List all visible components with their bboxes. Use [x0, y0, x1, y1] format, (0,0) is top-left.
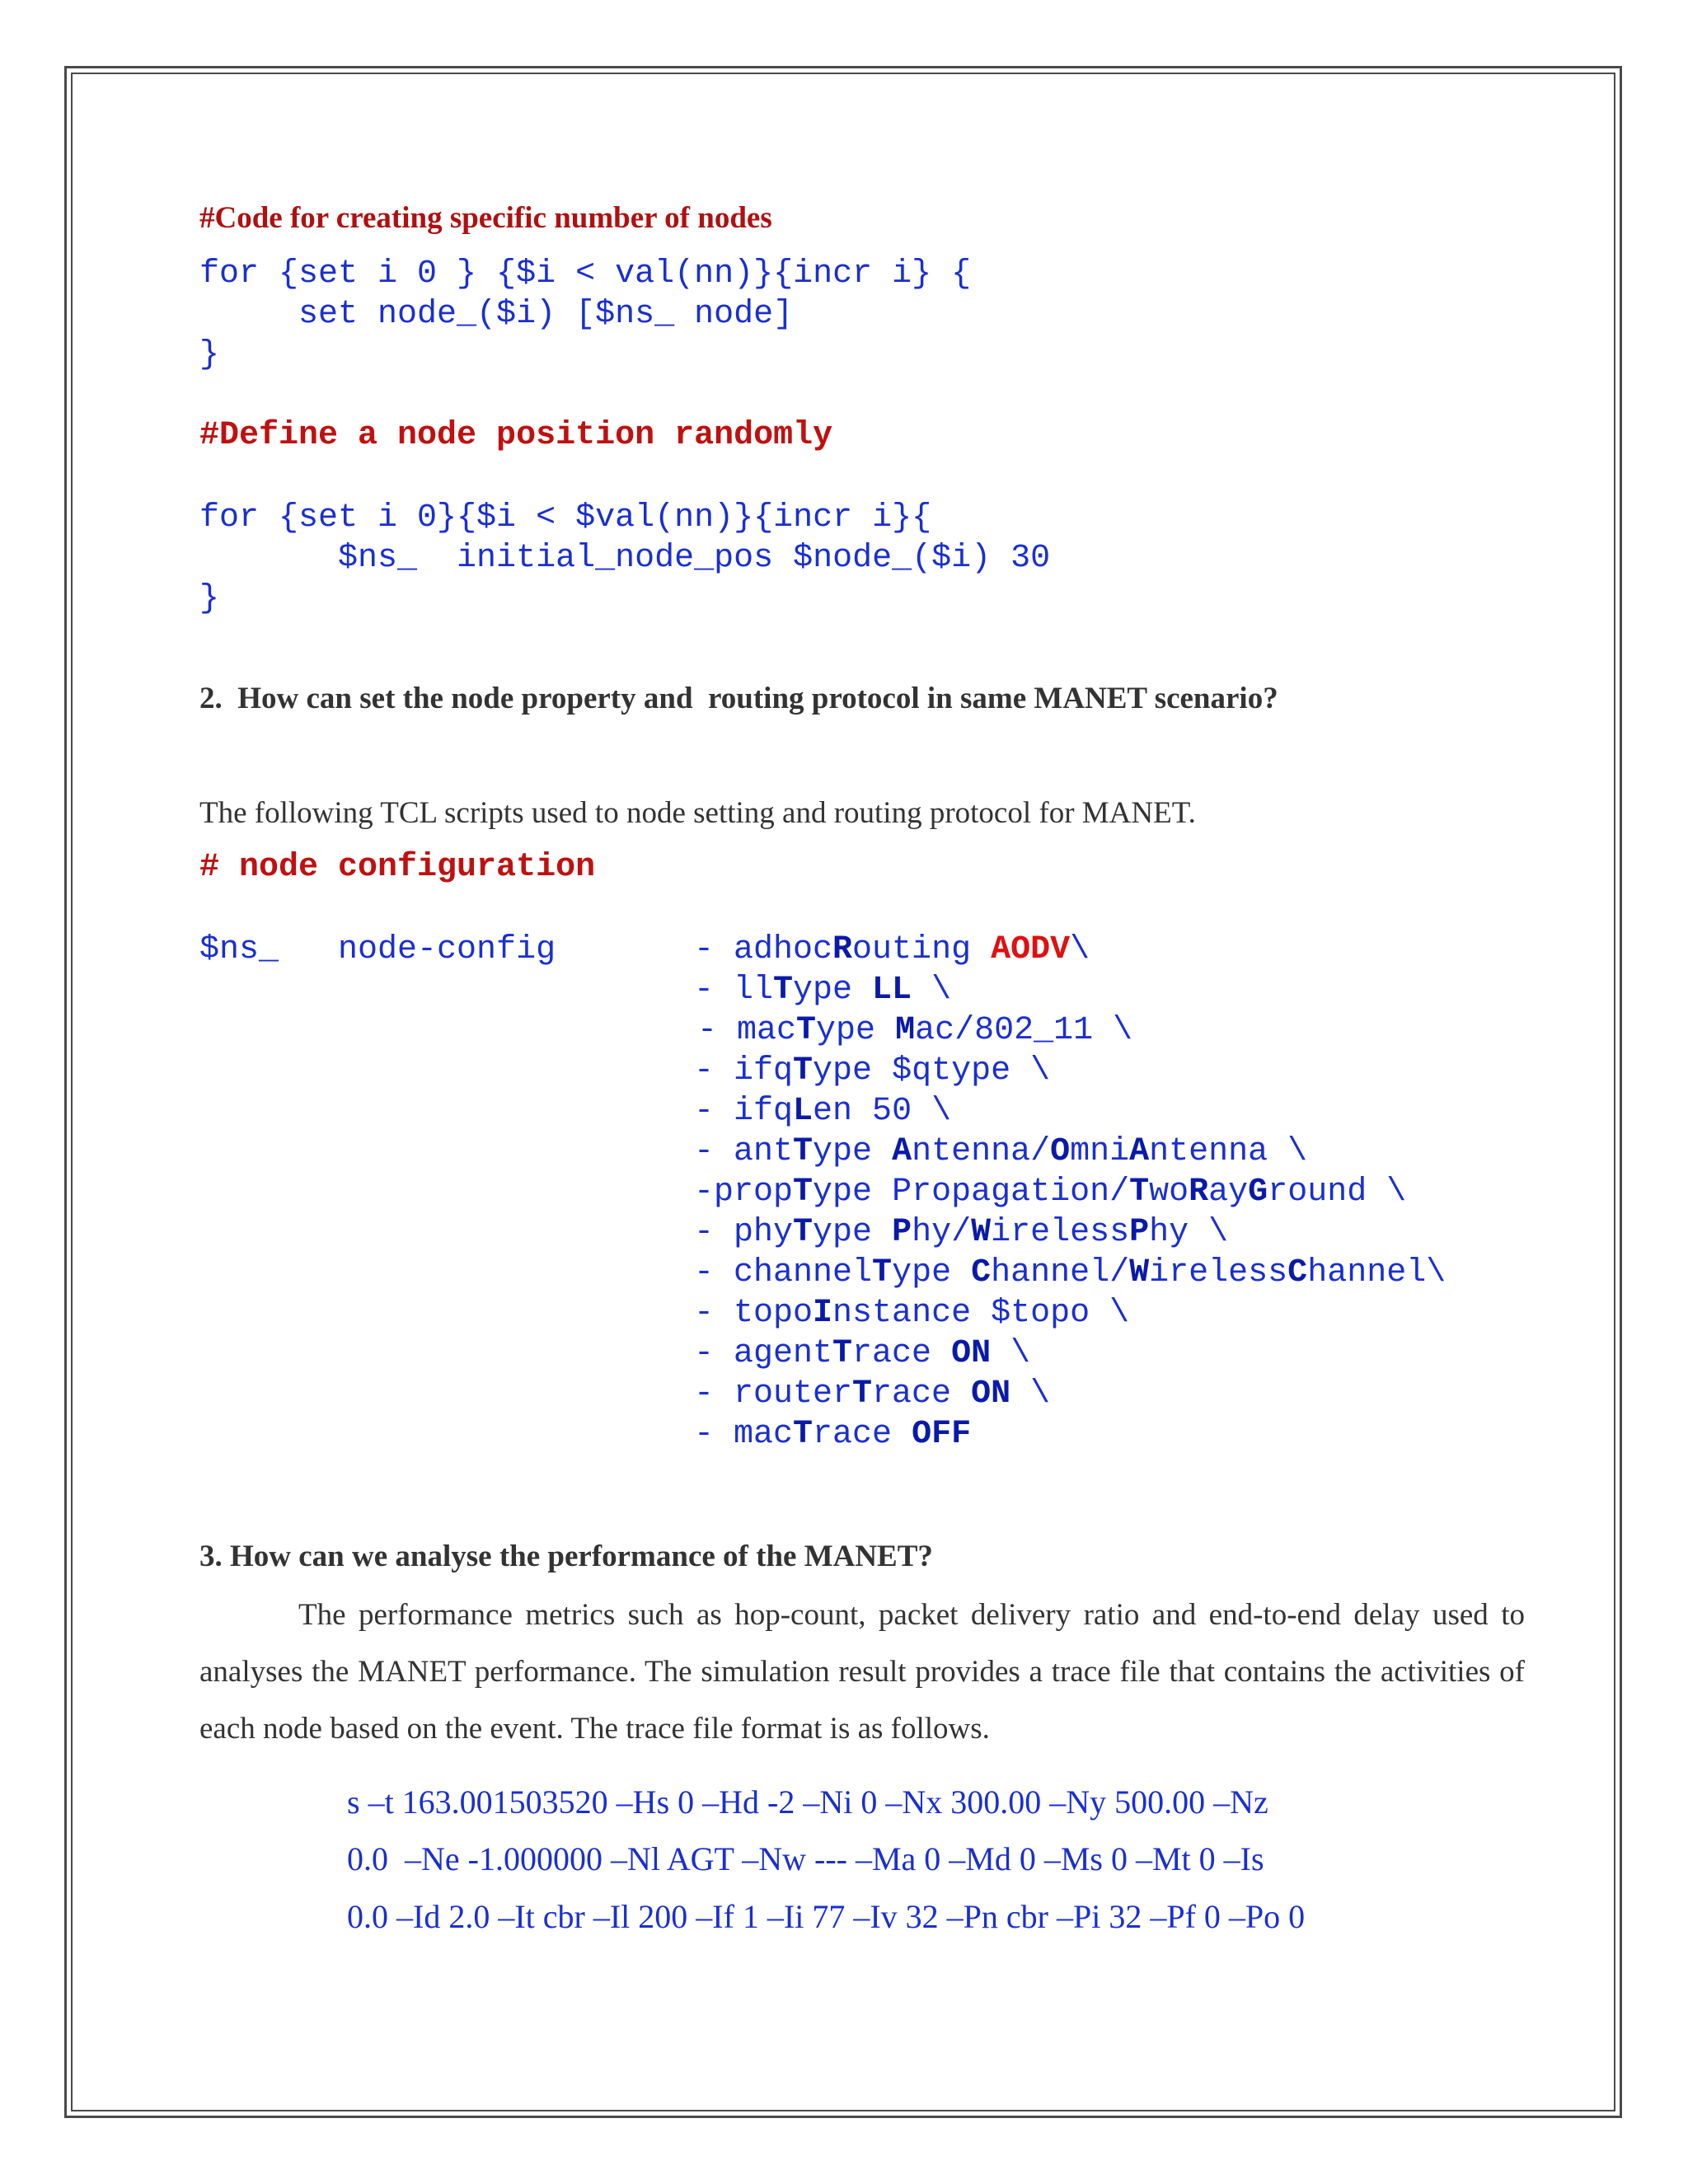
code-line: }	[199, 336, 220, 373]
option-agent-trace: - agentTrace ON \	[694, 1335, 1031, 1372]
option-mac-type: - macType Mac/802_11 \	[697, 1012, 1133, 1049]
option-ifq-type: - ifqType $qtype \	[694, 1052, 1051, 1090]
option-topo-instance: - topoInstance $topo \	[694, 1295, 1130, 1332]
option-mac-trace: - macTrace OFF	[694, 1416, 972, 1453]
option-router-trace: - routerTrace ON \	[694, 1376, 1051, 1413]
trace-line: 0.0 –Id 2.0 –It cbr –Il 200 –If 1 –Ii 77 –Iv 32 –Pn cbr –Pi 32 –Pf 0 –Po 0	[347, 1898, 1306, 1935]
code-line: $ns_ initial_node_pos $node_($i) 30	[199, 540, 1051, 577]
code-line: set node_($i) [$ns_ node]	[199, 296, 794, 333]
trace-line: s –t 163.001503520 –Hs 0 –Hd -2 –Ni 0 –Nx 300.00 –Ny 500.00 –Nz	[347, 1783, 1268, 1821]
option-phy-type: - phyType Phy/WirelessPhy \	[694, 1214, 1229, 1251]
option-ifq-len: - ifqLen 50 \	[694, 1093, 952, 1130]
code-line: for {set i 0 } {$i < val(nn)}{incr i} {	[199, 255, 972, 293]
code-line: for {set i 0}{$i < $val(nn)}{incr i}{	[199, 499, 932, 537]
comment-node-configuration: # node configuration	[199, 849, 596, 886]
option-prop-type: -propType Propagation/TwoRayGround \	[694, 1174, 1407, 1211]
q2-intro-text: The following TCL scripts used to node setting and routing protocol for MANET.	[199, 796, 1196, 830]
q3-paragraph: The performance metrics such as hop-count, packet delivery ratio and end-to-end delay used to analyses the MANET performance. The simulation result provides a trace file that contains the activities of each node based on the event. The trace file format is as follows.	[199, 1598, 1525, 1746]
comment-create-nodes: #Code for creating specific number of nodes	[199, 201, 772, 235]
option-adhoc-routing: - adhocRouting AODV\	[694, 931, 1090, 968]
option-channel-type: - channelType Channel/WirelessChannel\	[694, 1254, 1447, 1291]
code-line: }	[199, 580, 220, 617]
question-2-heading: 2. How can set the node property and routing protocol in same MANET scenario?	[199, 682, 1278, 715]
comment-node-position: #Define a node position randomly	[199, 417, 833, 454]
option-ant-type: - antType Antenna/OmniAntenna \	[694, 1133, 1308, 1170]
trace-line: 0.0 –Ne -1.000000 –Nl AGT –Nw --- –Ma 0 –Md 0 –Ms 0 –Mt 0 –Is	[347, 1840, 1264, 1877]
node-config-command: $ns_ node-config	[199, 931, 556, 968]
question-3-heading: 3. How can we analyse the performance of the MANET?	[199, 1540, 933, 1573]
option-ll-type: - llType LL \	[694, 972, 952, 1009]
